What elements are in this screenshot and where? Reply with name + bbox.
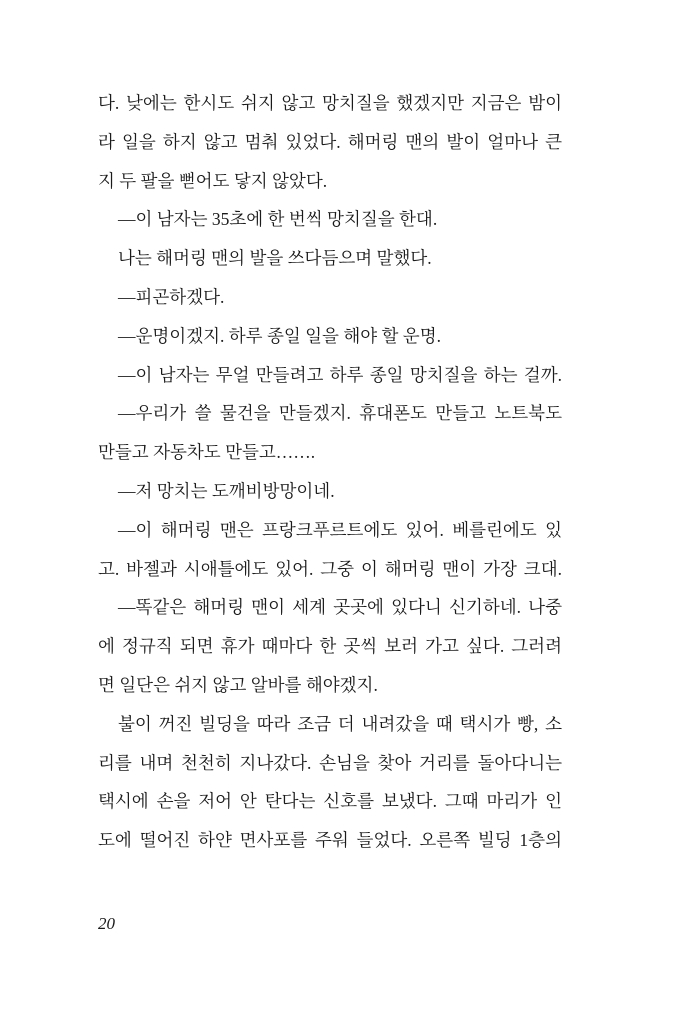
- text-line: 지 두 팔을 뻗어도 닿지 않았다.: [98, 170, 328, 191]
- text-line: —우리가 쓸 물건을 만들겠지. 휴대폰도 만들고 노트북도: [118, 403, 562, 424]
- text-line: —똑같은 해머링 맨이 세계 곳곳에 있다니 신기하네. 나중: [118, 597, 562, 618]
- text-line: 라 일을 하지 않고 멈춰 있었다. 해머링 맨의 발이 얼마나 큰: [98, 131, 562, 152]
- text-line: 택시에 손을 저어 안 탄다는 신호를 보냈다. 그때 마리가 인: [98, 791, 562, 812]
- body-text: [98, 88, 562, 864]
- text-line: —이 해머링 맨은 프랑크푸르트에도 있어. 베를린에도 있: [118, 519, 562, 540]
- text-line: —운명이겠지. 하루 종일 일을 해야 할 운명.: [118, 325, 441, 346]
- text-line: —저 망치는 도깨비방망이네.: [118, 480, 335, 501]
- text-line: 고. 바젤과 시애틀에도 있어. 그중 이 해머링 맨이 가장 크대.: [98, 558, 562, 579]
- text-line: —이 남자는 35초에 한 번씩 망치질을 한대.: [118, 209, 438, 230]
- text-line: 도에 떨어진 하얀 면사포를 주워 들었다. 오른쪽 빌딩 1층의: [98, 830, 562, 851]
- text-line: 리를 내며 천천히 지나갔다. 손님을 찾아 거리를 돌아다니는: [98, 752, 562, 773]
- text-line: —이 남자는 무얼 만들려고 하루 종일 망치질을 하는 걸까.: [118, 364, 562, 385]
- text-line: 면 일단은 쉬지 않고 알바를 해야겠지.: [98, 674, 378, 695]
- text-line: 다. 낮에는 한시도 쉬지 않고 망치질을 했겠지만 지금은 밤이: [98, 93, 562, 113]
- text-line: 만들고 자동차도 만들고…….: [98, 442, 316, 463]
- text-line: 에 정규직 되면 휴가 때마다 한 곳씩 보러 가고 싶다. 그러려: [98, 636, 562, 657]
- page-number: 20: [98, 914, 115, 933]
- text-line: 나는 해머링 맨의 발을 쓰다듬으며 말했다.: [118, 248, 432, 269]
- text-line: 불이 꺼진 빌딩을 따라 조금 더 내려갔을 때 택시가 빵, 소: [118, 713, 562, 734]
- text-line: —피곤하겠다.: [118, 286, 225, 307]
